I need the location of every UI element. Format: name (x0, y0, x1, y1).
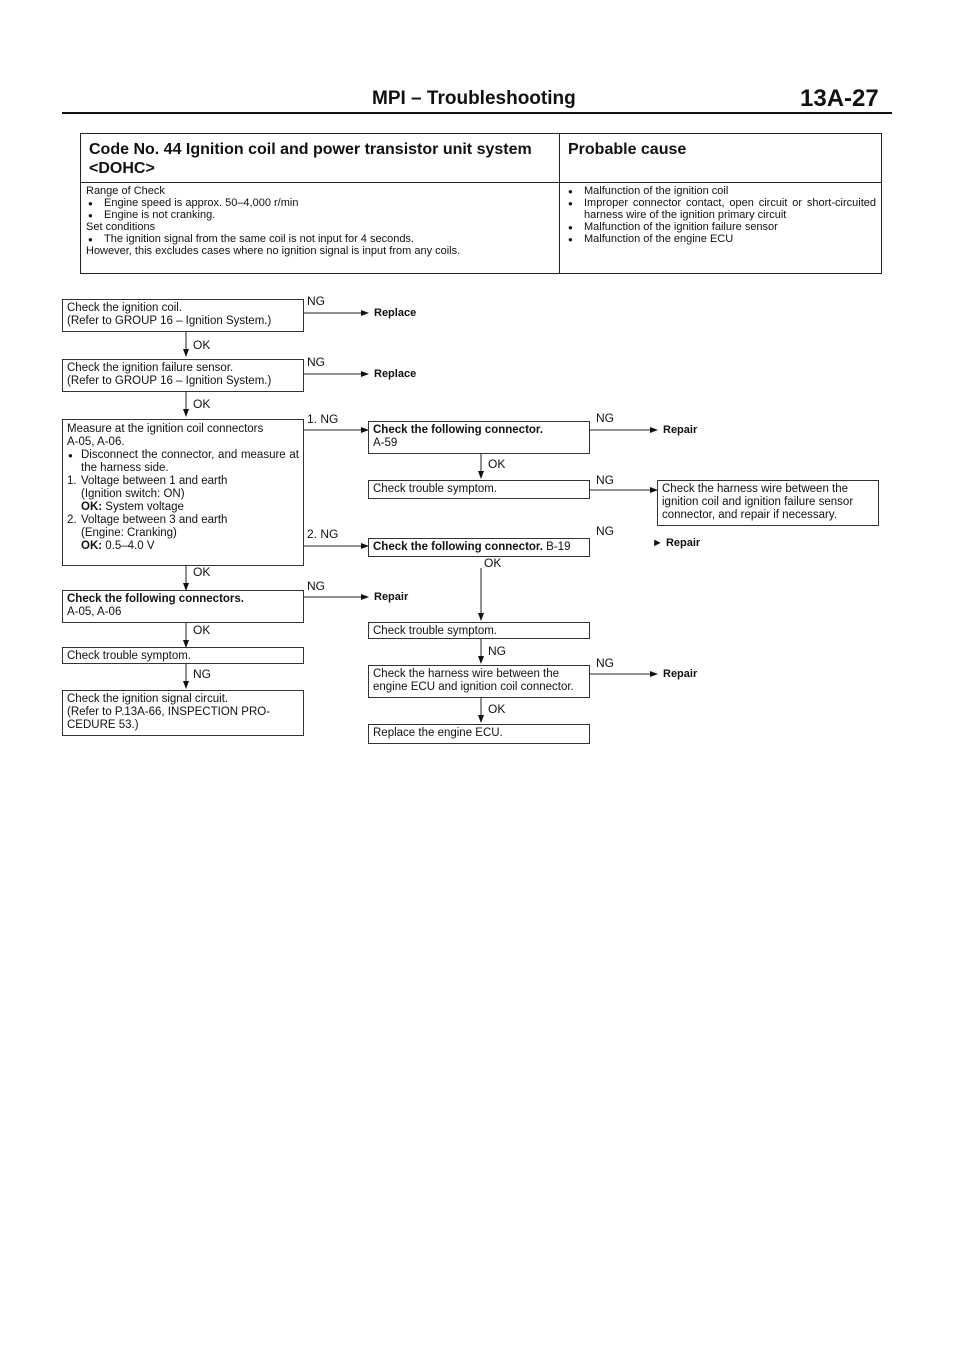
step-text: Check the ignition coil. (67, 302, 183, 314)
label-ok: OK (484, 556, 502, 570)
step-bullet: ● Disconnect the connector, and measure at the harness side. (68, 449, 299, 474)
step-text: engine ECU and ignition coil connector. (373, 681, 574, 693)
voltage-check-2: 2. Voltage between 3 and earth (Engine: Cranking) OK: 0.5–4.0 V (67, 514, 228, 552)
action-repair: Repair (663, 668, 698, 680)
step-check-trouble-symptom: Check trouble symptom. (62, 647, 304, 664)
step-text: (Refer to P.13A-66, INSPECTION PRO- (67, 706, 271, 718)
probable-cause-heading: Probable cause (568, 141, 687, 158)
step-text: Check the following connector. (373, 424, 543, 436)
label-ok: OK (193, 338, 211, 352)
step-text: Check the ignition signal circuit. (67, 693, 229, 705)
step-text: connector, and repair if necessary. (662, 509, 837, 521)
step-text: ignition coil and ignition failure sensor (662, 496, 854, 508)
label-ng-1: 1. NG (307, 412, 339, 426)
step-text: A-05, A-06 (67, 606, 122, 618)
action-replace: Replace (374, 368, 417, 380)
step-text: CEDURE 53.) (67, 719, 139, 731)
step-text: Measure at the ignition coil connectors (67, 423, 264, 435)
range-item: ● Engine speed is approx. 50–4,000 r/min (86, 198, 556, 210)
label-ng: NG (596, 524, 614, 538)
label-ok: OK (193, 397, 211, 411)
action-replace: Replace (374, 307, 417, 319)
cause-item: ● Malfunction of the engine ECU (566, 234, 876, 246)
step-text: A-59 (373, 437, 398, 449)
label-ok: OK (488, 702, 506, 716)
step-check-trouble-symptom-a: Check trouble symptom. (368, 480, 590, 499)
label-ok: OK (488, 457, 506, 471)
step-check-failure-sensor (62, 359, 304, 392)
range-heading: Range of Check (86, 185, 165, 197)
step-measure-coil-connectors (62, 419, 304, 566)
label-ng-2: 2. NG (307, 527, 339, 541)
step-check-harness-ecu-coil (368, 665, 590, 698)
action-repair-marker: ► Repair (652, 537, 701, 549)
step-text: Check the harness wire between the (373, 668, 560, 680)
label-ng: NG (596, 411, 614, 425)
voltage-check-1: 1. Voltage between 1 and earth (Ignition switch: ON) OK: System voltage (67, 475, 228, 513)
page-title: MPI – Troubleshooting (372, 88, 576, 109)
cause-item: ● Malfunction of the ignition coil (566, 186, 876, 198)
step-check-connector-a59 (368, 421, 590, 454)
step-check-ignition-coil (62, 299, 304, 332)
label-ng: NG (596, 656, 614, 670)
label-ok: OK (193, 565, 211, 579)
range-item: ● Engine is not cranking. (86, 210, 556, 222)
step-text: Check the harness wire between the (662, 483, 849, 495)
step-text: Check the following connectors. (67, 593, 244, 605)
label-ng: NG (596, 473, 614, 487)
cause-item: ● Improper connector contact, open circuit or short-circuited harness wire of the ignition primary circuit (566, 198, 876, 222)
action-repair: Repair (665, 537, 701, 549)
code-title-line2: <DOHC> (89, 160, 155, 177)
label-ng: NG (307, 579, 325, 593)
step-check-connectors-a05-a06 (62, 590, 304, 623)
set-note: However, this excludes cases where no ignition signal is input from any coils. (86, 244, 461, 257)
step-text: (Refer to GROUP 16 – Ignition System.) (67, 315, 272, 327)
action-repair: Repair (663, 424, 698, 436)
step-text: A-05, A-06. (67, 436, 125, 448)
page-number: 13A-27 (800, 85, 879, 112)
label-ng: NG (193, 667, 211, 681)
label-ng: NG (307, 355, 325, 369)
label-ok: OK (193, 623, 211, 637)
label-ng: NG (488, 644, 506, 658)
cause-item: ● Malfunction of the ignition failure sensor (566, 222, 876, 234)
set-heading: Set conditions (86, 220, 156, 233)
step-text: Check the ignition failure sensor. (67, 362, 234, 374)
step-check-ignition-signal-circuit (62, 690, 304, 736)
step-text: (Refer to GROUP 16 – Ignition System.) (67, 375, 272, 387)
set-item: ● The ignition signal from the same coil is not input for 4 seconds. (86, 234, 556, 246)
step-check-trouble-symptom-b: Check trouble symptom. (368, 622, 590, 639)
step-check-harness-coil-sensor (657, 480, 879, 526)
code-title-line1: Code No. 44 Ignition coil and power transistor unit system (89, 141, 532, 158)
label-ng: NG (307, 294, 325, 308)
action-repair: Repair (374, 591, 409, 603)
step-check-connector-b19: Check the following connector. B-19 (368, 538, 590, 557)
step-replace-engine-ecu: Replace the engine ECU. (368, 724, 590, 744)
